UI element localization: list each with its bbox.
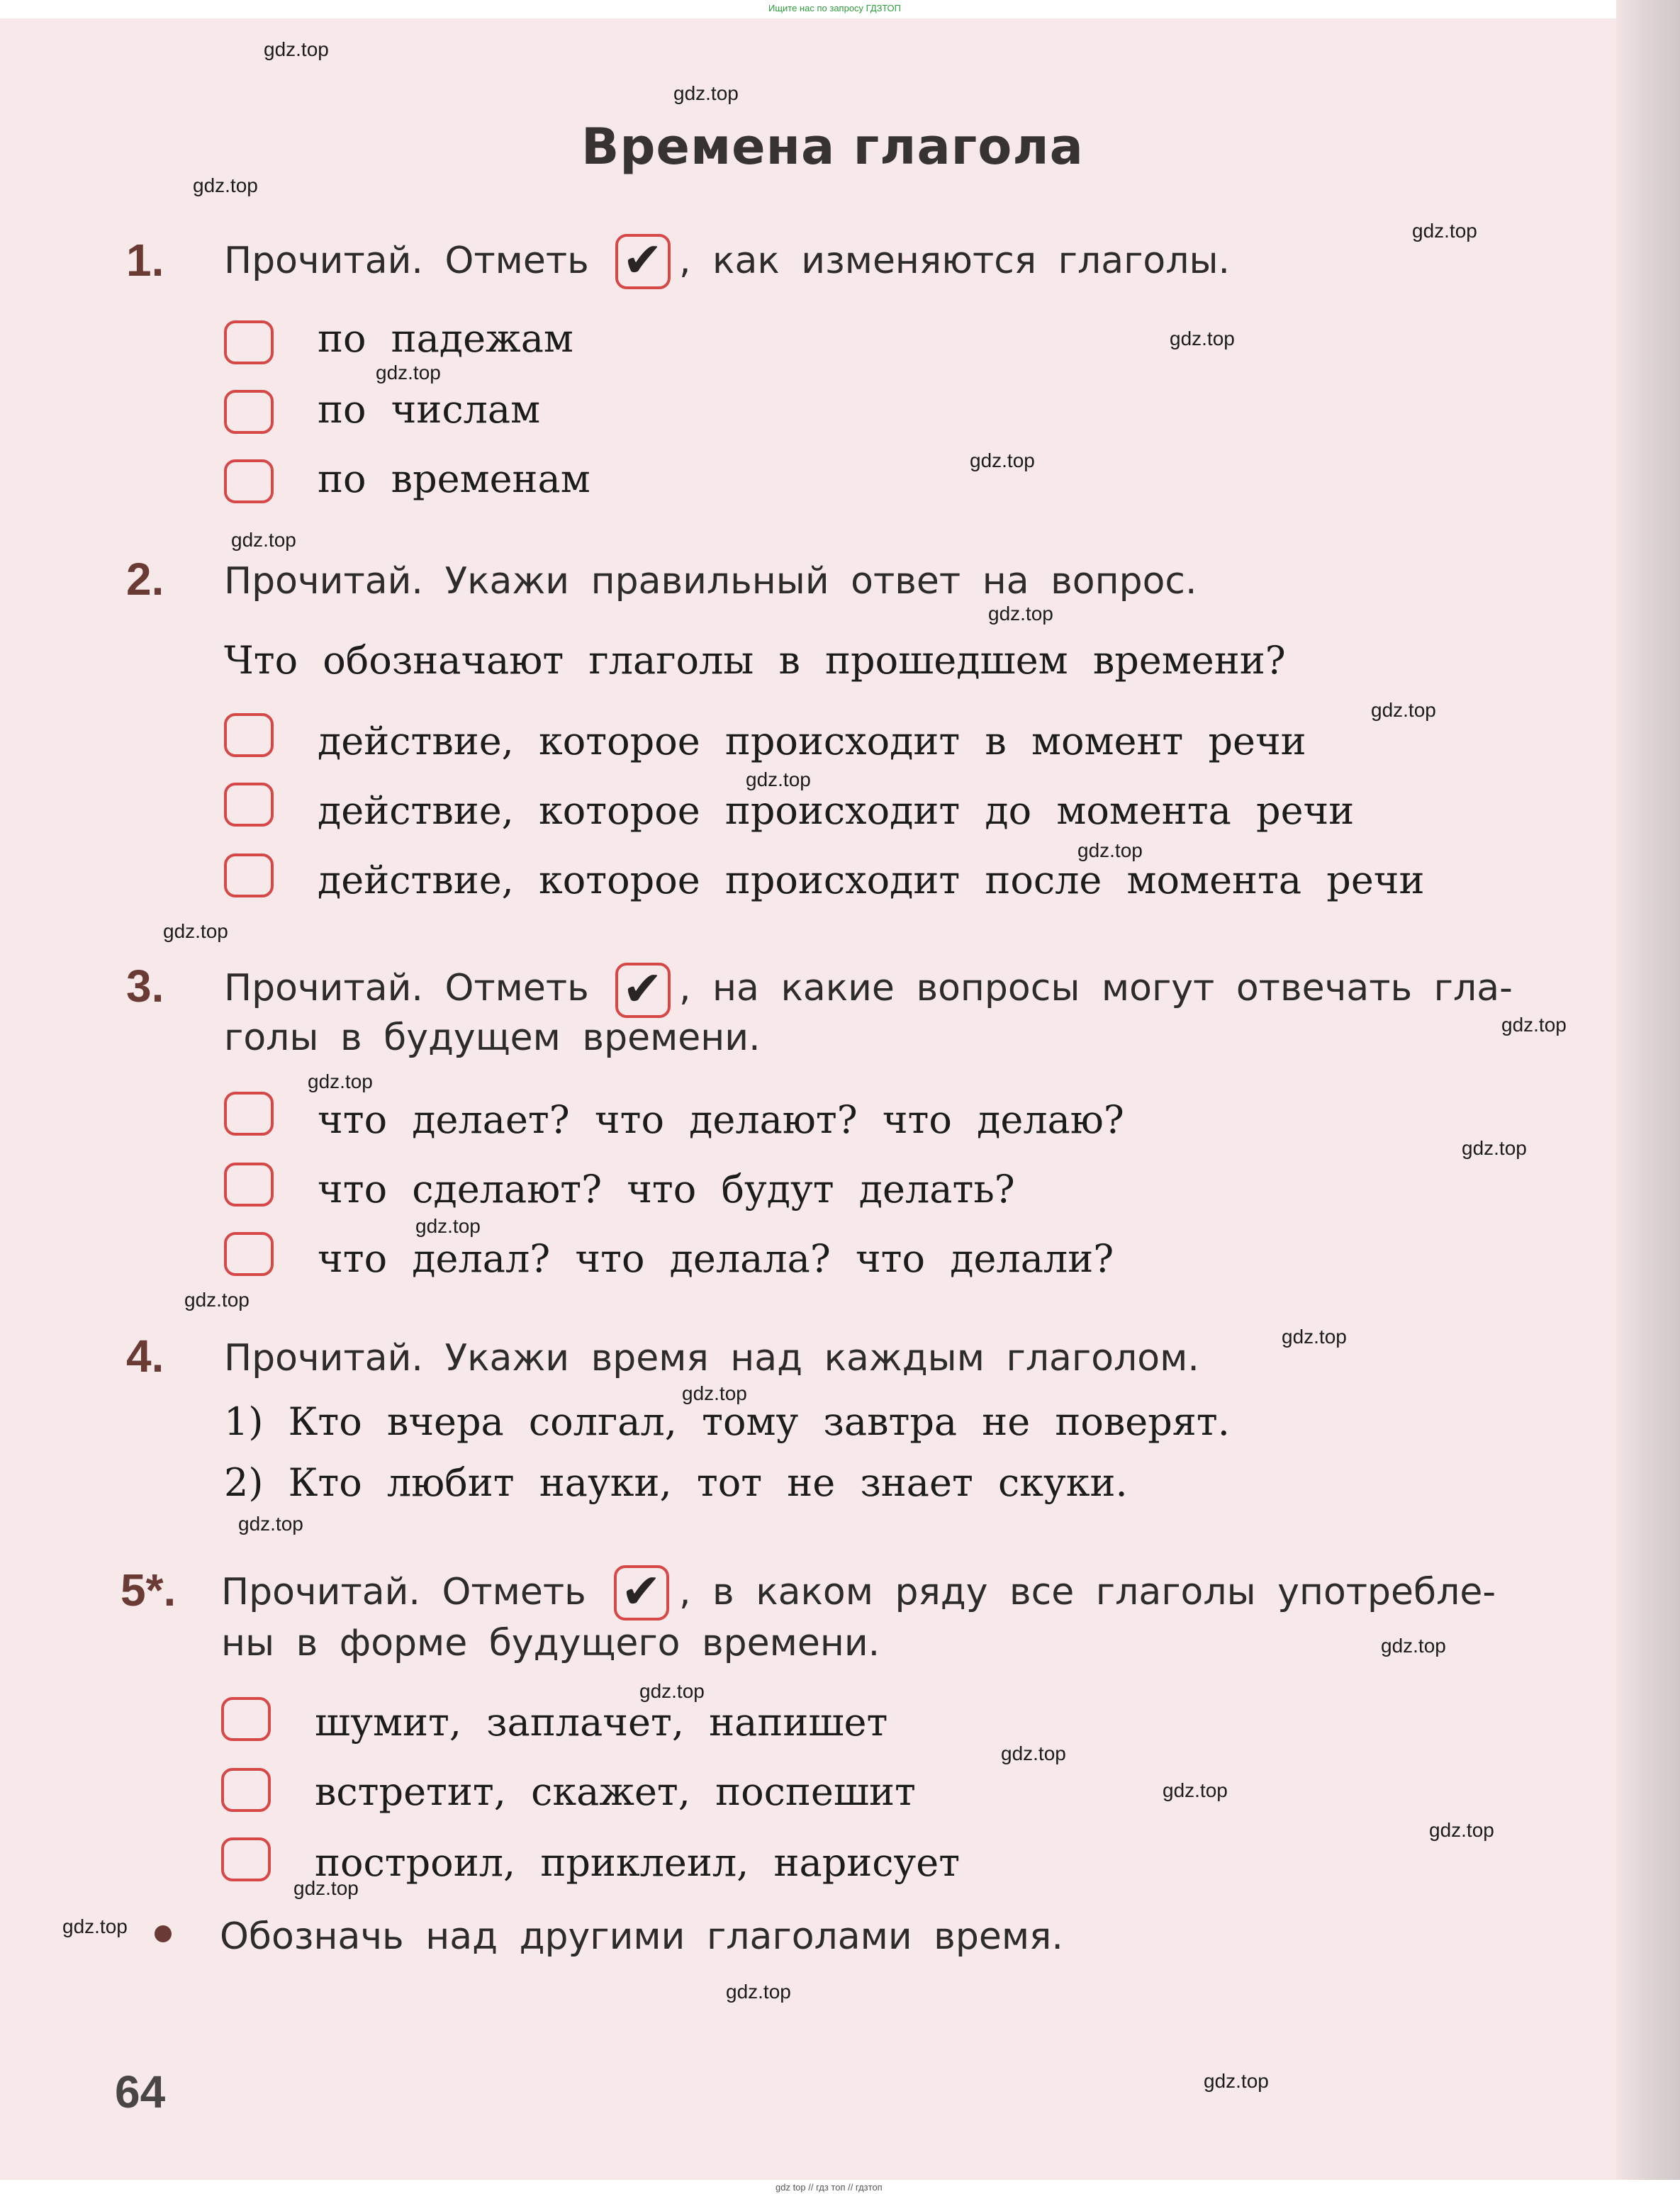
answer-checkbox[interactable] (224, 1163, 274, 1207)
answer-option: что сделают? что будут делать? (318, 1167, 1015, 1211)
instruction-text: , как изменяются глаголы. (679, 240, 1231, 282)
instruction-text: ны в форме будущего времени. (221, 1622, 880, 1664)
watermark: gdz.top (1371, 699, 1436, 721)
answer-option: что делает? что делают? что делаю? (318, 1097, 1124, 1142)
watermark: gdz.top (415, 1215, 481, 1237)
watermark: gdz.top (238, 1513, 303, 1535)
watermark: gdz.top (163, 920, 228, 942)
answer-option: действие, которое происходит после момента речи (318, 858, 1425, 902)
watermark: gdz.top (264, 38, 329, 60)
answer-option: шумит, заплачет, напишет (315, 1700, 888, 1745)
watermark: gdz.top (673, 82, 739, 104)
watermark: gdz.top (726, 1981, 791, 2003)
watermark: gdz.top (231, 529, 296, 551)
watermark: gdz.top (1077, 839, 1143, 861)
task-number: 5*. (121, 1565, 177, 1616)
answer-checkbox[interactable] (221, 1837, 271, 1881)
bullet-icon (155, 1925, 172, 1942)
instruction-text: Прочитай. Отметь (221, 1571, 586, 1613)
footer-text: gdz top // гдз топ // гдзтоп (775, 2182, 883, 2193)
answer-option: по падежам (318, 316, 573, 361)
checkmark-icon: ✔ (615, 963, 671, 1018)
answer-checkbox[interactable] (224, 783, 274, 827)
bullet-instruction: Обозначь над другими глаголами время. (220, 1915, 1063, 1958)
page-number: 64 (115, 2066, 166, 2117)
proverb-line: 2) Кто любит науки, тот не знает скуки. (224, 1460, 1128, 1505)
proverb-line: 1) Кто вчера солгал, тому завтра не поверят. (224, 1399, 1230, 1444)
answer-checkbox[interactable] (224, 853, 274, 897)
watermark: gdz.top (376, 362, 441, 384)
watermark: gdz.top (293, 1877, 359, 1899)
watermark: gdz.top (1381, 1635, 1446, 1657)
instruction-text: Прочитай. Отметь (224, 967, 589, 1009)
watermark: gdz.top (1429, 1819, 1494, 1841)
watermark: gdz.top (308, 1070, 373, 1092)
watermark: gdz.top (1462, 1137, 1527, 1159)
watermark: gdz.top (1163, 1779, 1228, 1801)
instruction-text: голы в будущем времени. (224, 1017, 761, 1059)
task-number: 4. (126, 1331, 164, 1382)
task-instruction (224, 240, 589, 282)
page-title: Времена глагола (581, 118, 1084, 176)
instruction-text: , на какие вопросы могут отвечать гла- (679, 967, 1513, 1009)
watermark: gdz.top (193, 174, 258, 196)
task-number: 2. (126, 554, 164, 605)
answer-option: построил, приклеил, нарисует (315, 1840, 961, 1885)
answer-checkbox[interactable] (224, 1232, 274, 1276)
task-question: Что обозначают глаголы в прошедшем времени? (224, 638, 1286, 683)
watermark: gdz.top (1204, 2070, 1269, 2092)
task-number: 3. (126, 961, 164, 1012)
task-number: 1. (126, 235, 164, 286)
watermark: gdz.top (970, 449, 1035, 471)
search-banner: Ищите нас по запросу ГДЗТОП (768, 3, 902, 13)
answer-option: действие, которое происходит до момента речи (318, 788, 1355, 833)
answer-checkbox[interactable] (224, 1092, 274, 1136)
answer-checkbox[interactable] (224, 320, 274, 364)
answer-option: по временам (318, 457, 590, 501)
answer-checkbox[interactable] (224, 390, 274, 434)
watermark: gdz.top (1412, 220, 1477, 242)
task-instruction: Прочитай. Укажи время над каждым глаголом. (224, 1337, 1199, 1379)
watermark: gdz.top (1501, 1014, 1567, 1036)
instruction-text: , в каком ряду все глаголы употребле- (679, 1571, 1496, 1613)
watermark: gdz.top (184, 1289, 250, 1311)
page-edge-shadow (1616, 0, 1680, 2194)
instruction-text: Прочитай. Отметь (224, 240, 589, 282)
checkmark-icon: ✔ (614, 1565, 669, 1621)
answer-checkbox[interactable] (224, 713, 274, 757)
watermark: gdz.top (746, 768, 811, 790)
answer-checkbox[interactable] (221, 1768, 271, 1812)
answer-option: по числам (318, 387, 541, 432)
watermark: gdz.top (1001, 1742, 1066, 1764)
answer-checkbox[interactable] (224, 459, 274, 503)
watermark: gdz.top (62, 1915, 128, 1937)
watermark: gdz.top (1282, 1326, 1347, 1348)
answer-checkbox[interactable] (221, 1697, 271, 1741)
watermark: gdz.top (682, 1382, 747, 1404)
checkmark-icon: ✔ (615, 234, 671, 289)
task-instruction: Прочитай. Укажи правильный ответ на вопрос. (224, 560, 1197, 603)
watermark: gdz.top (988, 603, 1053, 625)
answer-option: действие, которое происходит в момент речи (318, 719, 1306, 763)
answer-option: встретит, скажет, поспешит (315, 1769, 916, 1814)
answer-option: что делал? что делала? что делали? (318, 1236, 1114, 1281)
watermark: gdz.top (639, 1680, 705, 1702)
watermark: gdz.top (1170, 328, 1235, 349)
